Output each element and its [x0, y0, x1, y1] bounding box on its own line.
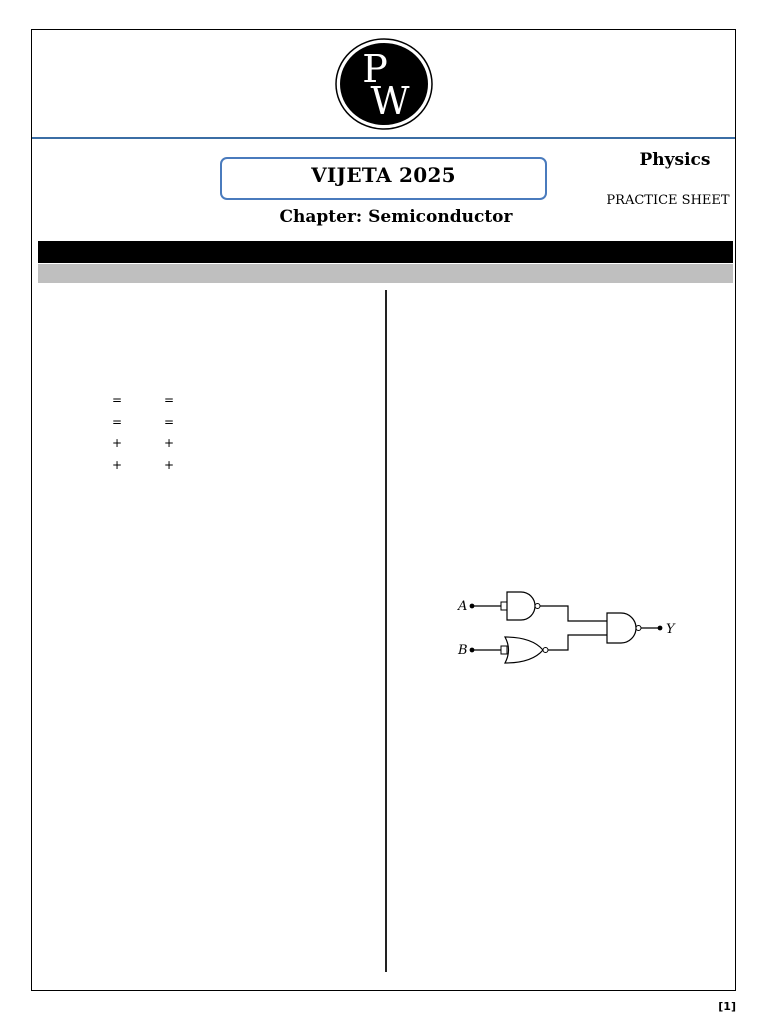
svg-text:W: W	[370, 79, 410, 123]
symbol: +	[164, 457, 175, 472]
header-divider	[32, 137, 735, 139]
symbol-row	[112, 390, 216, 412]
symbol-grid	[112, 390, 216, 476]
wire-bottom-to-output-gate	[548, 635, 607, 650]
svg-text:P: P	[362, 47, 388, 91]
input-a-label: A	[458, 599, 468, 614]
symbol: =	[164, 414, 175, 429]
output-y-label: Y	[666, 622, 675, 637]
sheet-type-label: PRACTICE SHEET	[606, 193, 730, 208]
title-box	[220, 157, 547, 200]
symbol: +	[112, 457, 123, 472]
symbol-row	[112, 412, 216, 434]
symbol: +	[164, 436, 175, 450]
nor-gate-bottom	[501, 637, 548, 663]
chapter-title: Chapter: Semiconductor	[279, 207, 513, 227]
symbol: =	[164, 393, 175, 407]
logic-gate-circuit	[450, 580, 690, 670]
header-black-band	[38, 241, 733, 263]
symbol: =	[112, 393, 123, 407]
output-node	[658, 626, 663, 631]
symbol: =	[112, 414, 123, 429]
symbol-row	[112, 433, 216, 455]
nand-gate-output	[607, 613, 641, 643]
subject-label: Physics	[639, 150, 711, 170]
page-title: VIJETA 2025	[311, 162, 456, 187]
nand-gate-top	[501, 592, 540, 620]
symbol-row	[112, 455, 216, 477]
input-b-label: B	[458, 643, 468, 658]
header-grey-band	[38, 264, 733, 283]
symbol: +	[112, 436, 123, 450]
column-divider	[385, 290, 387, 972]
page-number: [1]	[718, 1000, 736, 1013]
wire-top-to-output-gate	[540, 606, 607, 621]
pw-logo-icon	[335, 38, 433, 130]
